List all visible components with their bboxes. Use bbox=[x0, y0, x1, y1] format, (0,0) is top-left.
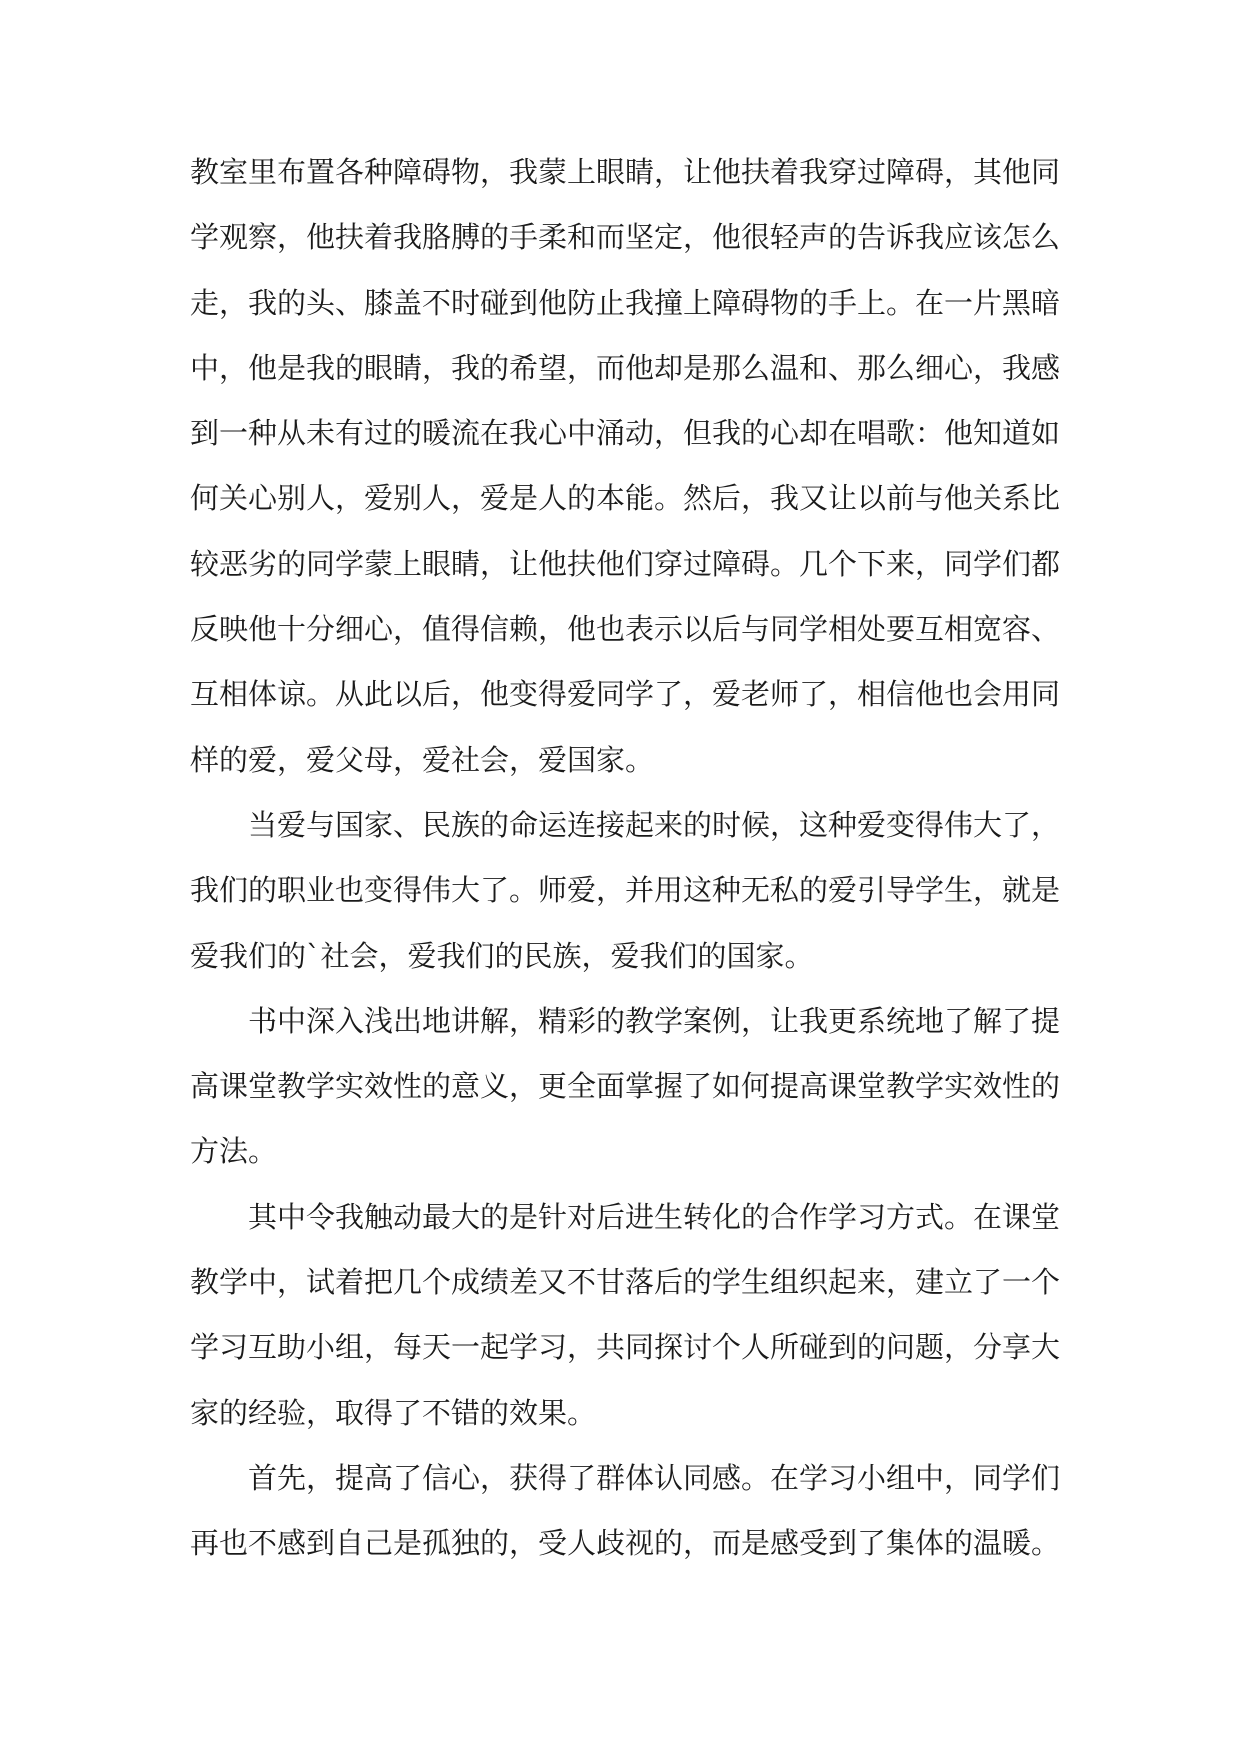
text-line: 走，我的头、膝盖不时碰到他防止我撞上障碍物的手上。在一片黑暗 bbox=[190, 285, 1061, 320]
text-line: 首先，提高了信心，获得了群体认同感。在学习小组中，同学们 bbox=[248, 1460, 1061, 1495]
text-line: 互相体谅。从此以后，他变得爱同学了，爱老师了，相信他也会用同 bbox=[190, 677, 1061, 712]
text-line: 较恶劣的同学蒙上眼睛，让他扶他们穿过障碍。几个下来，同学们都 bbox=[190, 546, 1061, 581]
text-line: 学观察，他扶着我胳膊的手柔和而坚定，他很轻声的告诉我应该怎么 bbox=[190, 220, 1061, 255]
text-line: 家的经验，取得了不错的效果。 bbox=[190, 1395, 597, 1430]
text-line: 方法。 bbox=[190, 1134, 278, 1169]
text-line: 反映他十分细心，值得信赖，他也表示以后与同学相处要互相宽容、 bbox=[190, 612, 1061, 647]
body-text bbox=[190, 140, 1070, 1577]
text-line: 高课堂教学实效性的意义，更全面掌握了如何提高课堂教学实效性的 bbox=[190, 1069, 1061, 1104]
text-line: 何关心别人，爱别人，爱是人的本能。然后，我又让以前与他关系比 bbox=[190, 481, 1061, 516]
text-line: 其中令我触动最大的是针对后进生转化的合作学习方式。在课堂 bbox=[248, 1199, 1061, 1234]
text-line: 教室里布置各种障碍物，我蒙上眼睛，让他扶着我穿过障碍，其他同 bbox=[190, 155, 1061, 189]
text-line: 教学中，试着把几个成绩差又不甘落后的学生组织起来，建立了一个 bbox=[190, 1265, 1061, 1300]
text-line: 到一种从未有过的暖流在我心中涌动，但我的心却在唱歌：他知道如 bbox=[190, 416, 1061, 451]
text-line: 书中深入浅出地讲解，精彩的教学案例，让我更系统地了解了提 bbox=[248, 1003, 1061, 1038]
text-line: 爱我们的`社会，爱我们的民族，爱我们的国家。 bbox=[190, 938, 814, 973]
text-line: 学习互助小组，每天一起学习，共同探讨个人所碰到的问题，分享大 bbox=[190, 1330, 1061, 1365]
text-line: 当爱与国家、民族的命运连接起来的时候，这种爱变得伟大了， bbox=[248, 807, 1061, 842]
text-line: 我们的职业也变得伟大了。师爱，并用这种无私的爱引导学生，就是 bbox=[190, 873, 1061, 908]
text-line: 样的爱，爱父母，爱社会，爱国家。 bbox=[190, 742, 655, 777]
text-line: 中，他是我的眼睛，我的希望，而他却是那么温和、那么细心，我感 bbox=[190, 350, 1061, 385]
text-line: 再也不感到自己是孤独的，受人歧视的，而是感受到了集体的温暖。 bbox=[190, 1526, 1061, 1561]
